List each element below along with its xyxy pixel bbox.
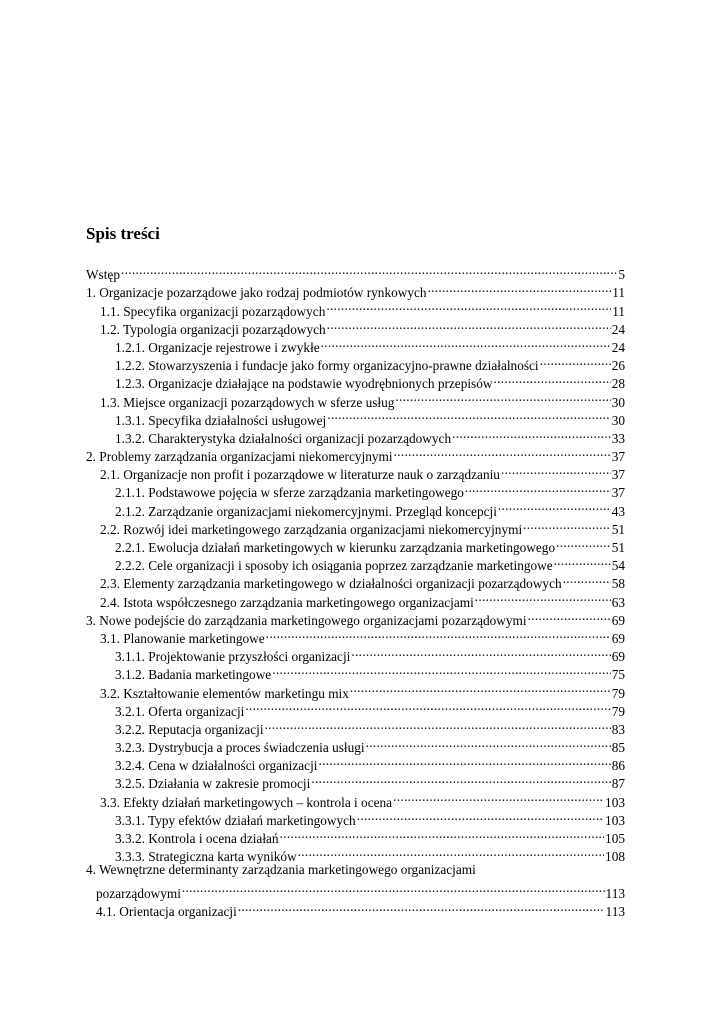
toc-entry-text: 3.3.2. Kontrola i ocena działań bbox=[115, 831, 279, 846]
toc-entry-text: 3.1. Planowanie marketingowe bbox=[100, 630, 265, 646]
toc-page-number: 75 bbox=[611, 667, 625, 683]
toc-entry-text: 4.1. Orientacja organizacji bbox=[96, 903, 237, 919]
toc-page-number: 30 bbox=[611, 394, 625, 410]
toc-entry-text: 3. Nowe podejście do zarządzania marketingowego organizacjami pozarządowymi bbox=[86, 612, 527, 628]
leader-dots bbox=[181, 879, 605, 897]
toc-entry-text: 3.3.1. Typy efektów działań marketingowych bbox=[115, 812, 356, 828]
leader-dots bbox=[500, 461, 611, 479]
leader-dots bbox=[279, 825, 604, 843]
leader-dots bbox=[474, 588, 611, 606]
leader-dots bbox=[265, 625, 611, 643]
toc-entry-text: 2.1. Organizacje non profit i pozarządowe w literaturze nauk o zarządzaniu bbox=[100, 467, 500, 483]
toc-page-number: 83 bbox=[611, 721, 625, 737]
toc-entry-text: Wstęp bbox=[86, 267, 120, 283]
toc-entry-text: 2.2.1. Ewolucja działań marketingowych w kierunku zarządzania marketingowego bbox=[115, 540, 556, 555]
toc-page-number: 33 bbox=[611, 430, 625, 446]
toc-entry-text: 1.3.2. Charakterystyka działalności organizacji pozarządowych bbox=[115, 430, 452, 446]
toc-entry[interactable] bbox=[86, 279, 625, 301]
toc-page-number: 54 bbox=[611, 558, 625, 574]
leader-dots bbox=[497, 497, 611, 515]
toc-page-number: 37 bbox=[611, 467, 625, 483]
toc-entry-4-line2[interactable] bbox=[86, 879, 625, 901]
leader-dots bbox=[555, 534, 611, 552]
toc-entry-text: 1.2.1. Organizacje rejestrowe i zwykłe bbox=[115, 339, 320, 355]
leader-dots bbox=[325, 297, 611, 315]
leader-dots bbox=[527, 607, 611, 625]
leader-dots bbox=[562, 570, 611, 588]
toc-entry-text: 3.2.4. Cena w działalności organizacji bbox=[115, 758, 318, 774]
toc-page-number: 37 bbox=[611, 449, 625, 465]
toc-entry-text: 3.2. Kształtowanie elementów marketingu mix bbox=[100, 685, 349, 701]
toc-page-number: 103 bbox=[605, 794, 625, 810]
toc-page-number: 113 bbox=[605, 885, 625, 901]
toc-entry-text: 1.2. Typologia organizacji pozarządowych bbox=[100, 321, 326, 337]
leader-dots bbox=[349, 679, 611, 697]
toc-page-number: 79 bbox=[611, 685, 625, 701]
page-title: Spis treści bbox=[86, 224, 160, 243]
toc-entry-text: 3.1.1. Projektowanie przyszłości organizacji bbox=[115, 649, 351, 665]
toc-entry-text: 3.2.5. Działania w zakresie promocji bbox=[115, 776, 311, 792]
leader-dots bbox=[320, 334, 611, 352]
leader-dots bbox=[326, 316, 611, 334]
toc-entry-text: 2. Problemy zarządzania organizacjami niekomercyjnymi bbox=[86, 449, 393, 465]
toc-page-number: 51 bbox=[611, 521, 625, 537]
leader-dots bbox=[350, 643, 610, 661]
leader-dots bbox=[394, 388, 610, 406]
toc-entry-text: 1. Organizacje pozarządowe jako rodzaj podmiotów rynkowych bbox=[86, 285, 427, 301]
toc-page-number: 63 bbox=[611, 594, 625, 610]
leader-dots bbox=[297, 843, 604, 861]
leader-dots bbox=[464, 479, 611, 497]
toc-entry-text: 1.3. Miejsce organizacji pozarządowych w sferze usług bbox=[100, 394, 395, 410]
toc-entry-text: 3.2.2. Reputacja organizacji bbox=[115, 721, 264, 737]
toc-entry-text: pozarządowymi bbox=[96, 885, 181, 901]
toc-entry-text: 3.3.3. Strategiczna karta wyników bbox=[115, 849, 297, 865]
table-of-contents bbox=[86, 261, 625, 919]
leader-dots bbox=[492, 370, 610, 388]
leader-dots bbox=[393, 443, 611, 461]
leader-dots bbox=[553, 552, 611, 570]
toc-entry-text: 2.4. Istota współczesnego zarządzania marketingowego organizacjami bbox=[100, 594, 474, 610]
leader-dots bbox=[392, 788, 604, 806]
leader-dots bbox=[120, 261, 617, 279]
toc-page-number: 43 bbox=[611, 503, 625, 519]
toc-entry-text: 3.2.1. Oferta organizacji bbox=[115, 703, 245, 719]
toc-entry-text: 1.3.1. Specyfika działalności usługowej bbox=[115, 412, 327, 428]
toc-page-number: 85 bbox=[611, 740, 625, 756]
toc-entry-text: 1.2.2. Stowarzyszenia i fundacje jako formy organizacyjno-prawne działalności bbox=[115, 358, 539, 374]
toc-entry-text: 3.1.2. Badania marketingowe bbox=[115, 667, 272, 683]
leader-dots bbox=[365, 734, 611, 752]
leader-dots bbox=[317, 752, 610, 770]
toc-page-number: 24 bbox=[611, 339, 625, 355]
toc-page-number: 108 bbox=[605, 849, 625, 865]
toc-page-number: 26 bbox=[611, 358, 625, 374]
toc-entry-text: 1.2.3. Organizacje działające na podstawie wyodrębnionych przepisów bbox=[115, 376, 493, 392]
toc-entry-text: 2.2.2. Cele organizacji i sposoby ich osiągania poprzez zarządzanie marketingowe bbox=[115, 558, 553, 574]
toc-page-number: 105 bbox=[605, 831, 625, 846]
toc-page-number: 69 bbox=[611, 630, 625, 646]
toc-page-number: 113 bbox=[605, 903, 625, 919]
toc-entry-text: 2.1.1. Podstawowe pojęcia w sferze zarządzania marketingowego bbox=[115, 485, 464, 501]
toc-entry-text: 3.3. Efekty działań marketingowych – kontrola i ocena bbox=[100, 794, 393, 810]
leader-dots bbox=[427, 279, 612, 297]
leader-dots bbox=[522, 516, 611, 534]
toc-entry-text: 2.2. Rozwój idei marketingowego zarządzania organizacjami niekomercyjnymi bbox=[100, 521, 523, 537]
toc-entry-4-line1 bbox=[86, 861, 625, 879]
toc-page-number: 69 bbox=[611, 649, 625, 665]
leader-dots bbox=[326, 407, 610, 425]
toc-page-number: 11 bbox=[612, 303, 625, 319]
toc-page-number: 103 bbox=[605, 812, 625, 828]
toc-page-number: 28 bbox=[611, 376, 625, 392]
toc-entry-text: 3.2.3. Dystrybucja a proces świadczenia usługi bbox=[115, 740, 365, 756]
toc-entry[interactable] bbox=[86, 261, 625, 283]
leader-dots bbox=[451, 425, 611, 443]
leader-dots bbox=[356, 807, 604, 825]
toc-entry-text: 1.1. Specyfika organizacji pozarządowych bbox=[100, 303, 326, 319]
leader-dots bbox=[310, 770, 610, 788]
toc-page-number: 79 bbox=[611, 703, 625, 719]
toc-page-number: 69 bbox=[611, 612, 625, 628]
leader-dots bbox=[271, 661, 611, 679]
toc-page-number: 5 bbox=[618, 267, 625, 283]
leader-dots bbox=[237, 898, 605, 916]
toc-entry-text: 2.3. Elementy zarządzania marketingowego w działalności organizacji pozarządowych bbox=[100, 576, 562, 592]
toc-page-number: 86 bbox=[611, 758, 625, 774]
toc-page-number: 24 bbox=[611, 321, 625, 337]
toc-entry-text: 4. Wewnętrzne determinanty zarządzania marketingowego organizacjami bbox=[86, 862, 476, 878]
leader-dots bbox=[539, 352, 611, 370]
leader-dots bbox=[264, 716, 611, 734]
leader-dots bbox=[244, 698, 610, 716]
toc-page-number: 37 bbox=[611, 485, 625, 501]
toc-page-number: 87 bbox=[611, 776, 625, 792]
toc-page-number: 11 bbox=[612, 285, 625, 301]
toc-page-number: 30 bbox=[611, 412, 625, 428]
toc-page-number: 51 bbox=[611, 540, 625, 555]
toc-entry-text: 2.1.2. Zarządzanie organizacjami niekomercyjnymi. Przegląd koncepcji bbox=[115, 503, 497, 519]
toc-page-number: 58 bbox=[611, 576, 625, 592]
